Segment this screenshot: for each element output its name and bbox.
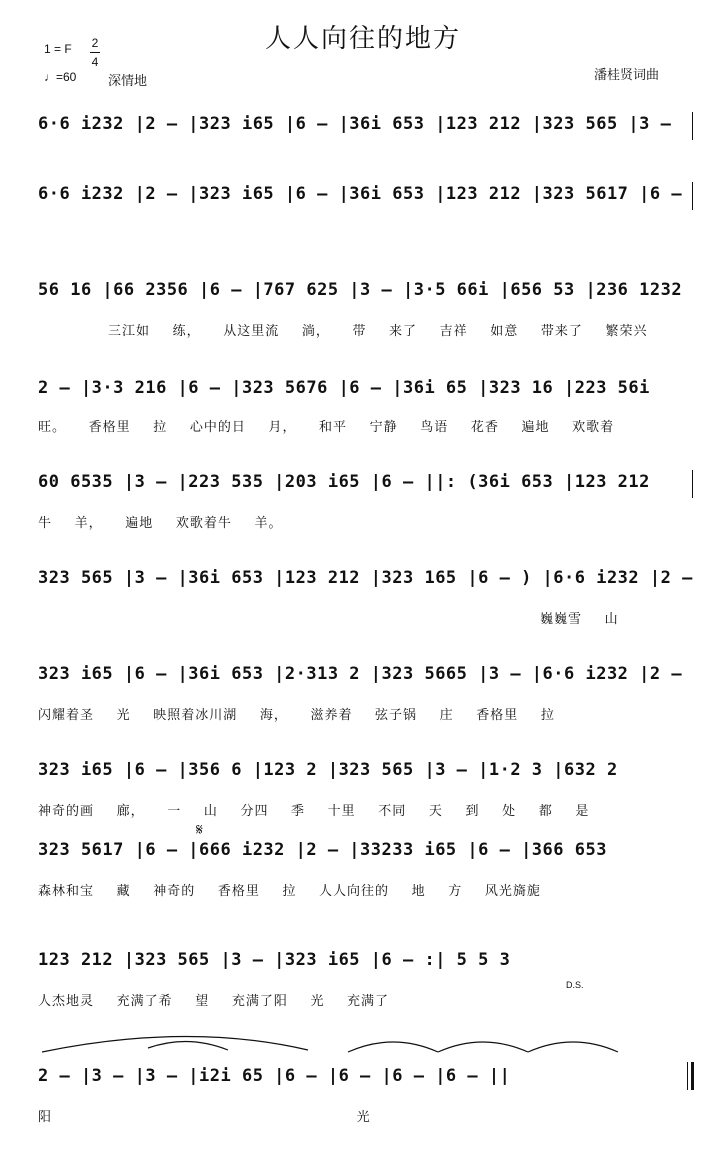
notation-row-10: 123 212 |323 565 |3 – |323 i65 |6 – :| 5 5 3 xyxy=(38,950,511,970)
time-bottom: 4 xyxy=(91,55,99,69)
barline xyxy=(692,112,693,140)
barline xyxy=(692,182,693,210)
final-barline xyxy=(687,1062,694,1090)
ds-mark: D.S. xyxy=(566,980,584,990)
key-signature: 1 = F xyxy=(44,42,72,56)
lyric-row-8: 神奇的画 廊， 一 山 分四 季 十里 不同 天 到 处 都 是 xyxy=(38,803,590,818)
lyric-row-6: 巍巍雪 山 xyxy=(540,611,619,626)
lyric-row-3: 三江如 练， 从这里流 淌， 带 来了 吉祥 如意 带来了 繁荣兴 xyxy=(108,323,648,338)
lyric-row-11: 阳 光 xyxy=(38,1109,371,1124)
notation-row-6: 323 565 |3 – |36i 653 |123 212 |323 165 |6 – ) |6·6 i232 |2 – xyxy=(38,568,693,588)
song-title: 人人向往的地方 xyxy=(264,24,461,54)
lyric-row-10: 人杰地灵 充满了希 望 充满了阳 光 充满了 xyxy=(38,993,390,1008)
notation-row-8: 323 i65 |6 – |356 6 |123 2 |323 565 |3 – |1·2 3 |632 2 xyxy=(38,760,618,780)
notation-row-1: 6·6 i232 |2 – |323 i65 |6 – |36i 653 |123 212 |323 565 |3 – xyxy=(38,114,672,134)
notation-row-9: 323 5617 |6 – |666 i232 |2 – |33233 i65 |6 – |366 653 xyxy=(38,840,607,860)
notation-row-5: 60 6535 |3 – |223 535 |203 i65 |6 – ||: (36i 653 |123 212 xyxy=(38,472,650,492)
segno-mark: 𝄋 xyxy=(196,820,203,839)
notation-row-7: 323 i65 |6 – |36i 653 |2·313 2 |323 5665 |3 – |6·6 i232 |2 – xyxy=(38,664,683,684)
expression-mark: 深情地 xyxy=(108,73,148,88)
lyric-row-5: 牛 羊， 遍地 欢歌着牛 羊。 xyxy=(38,515,283,530)
lyric-row-9: 森林和宝 藏 神奇的 香格里 拉 人人向往的 地 方 风光旖旎 xyxy=(38,883,541,898)
tempo-mark: ♩=60 xyxy=(44,70,77,84)
notation-row-4: 2 – |3·3 216 |6 – |323 5676 |6 – |36i 65 |323 16 |223 56i xyxy=(38,378,650,398)
slur-arcs xyxy=(38,1022,658,1062)
lyric-row-7: 闪耀着圣 光 映照着冰川湖 海， 滋养着 弦子锅 庄 香格里 拉 xyxy=(38,707,555,722)
notation-row-3: 56 16 |66 2356 |6 – |767 625 |3 – |3·5 66i |656 53 |236 1232 xyxy=(38,280,683,300)
author-credit: 潘桂贤词曲 xyxy=(594,67,660,82)
time-top: 2 xyxy=(90,34,100,53)
notation-row-2: 6·6 i232 |2 – |323 i65 |6 – |36i 653 |123 212 |323 5617 |6 – xyxy=(38,184,683,204)
time-signature xyxy=(90,34,100,71)
lyric-row-4: 旺。 香格里 拉 心中的日 月， 和平 宁静 鸟语 花香 遍地 欢歌着 xyxy=(38,419,615,434)
barline xyxy=(692,470,693,498)
notation-row-11: 2 – |3 – |3 – |i2i 65 |6 – |6 – |6 – |6 – || xyxy=(38,1066,511,1086)
